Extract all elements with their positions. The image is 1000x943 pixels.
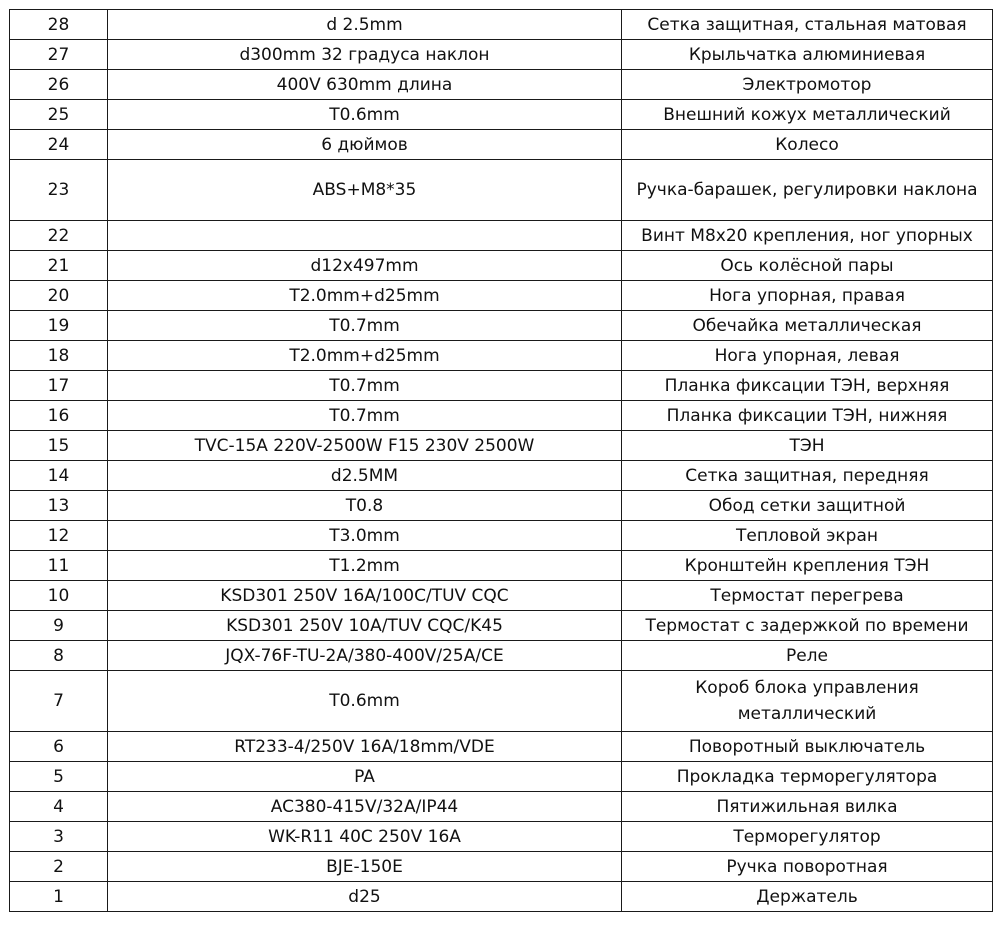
part-spec-cell: 6 дюймов	[108, 130, 622, 160]
table-row	[10, 371, 993, 401]
table-row	[10, 762, 993, 792]
part-number-cell: 12	[10, 521, 108, 551]
table-row	[10, 431, 993, 461]
table-row	[10, 221, 993, 251]
table-row	[10, 461, 993, 491]
table-row	[10, 641, 993, 671]
part-number-cell: 6	[10, 732, 108, 762]
part-description-cell: Нога упорная, левая	[622, 341, 993, 371]
part-number-cell: 18	[10, 341, 108, 371]
table-row	[10, 792, 993, 822]
table-row	[10, 40, 993, 70]
part-spec-cell: TVC-15A 220V-2500W F15 230V 2500W	[108, 431, 622, 461]
part-number-cell: 7	[10, 671, 108, 732]
part-spec-cell: KSD301 250V 16A/100C/TUV CQC	[108, 581, 622, 611]
part-description-cell: Планка фиксации ТЭН, нижняя	[622, 401, 993, 431]
part-description-cell: Терморегулятор	[622, 822, 993, 852]
part-number-cell: 24	[10, 130, 108, 160]
part-number-cell: 4	[10, 792, 108, 822]
part-number-cell: 14	[10, 461, 108, 491]
part-description-cell: Кронштейн крепления ТЭН	[622, 551, 993, 581]
part-spec-cell: T0.6mm	[108, 100, 622, 130]
part-number-cell: 10	[10, 581, 108, 611]
part-number-cell: 23	[10, 160, 108, 221]
part-spec-cell: d2.5MM	[108, 461, 622, 491]
part-spec-cell: ABS+M8*35	[108, 160, 622, 221]
part-number-cell: 22	[10, 221, 108, 251]
part-description-cell: Термостат с задержкой по времени	[622, 611, 993, 641]
part-number-cell: 8	[10, 641, 108, 671]
part-spec-cell: JQX-76F-TU-2A/380-400V/25A/CE	[108, 641, 622, 671]
part-description-cell: Тепловой экран	[622, 521, 993, 551]
part-number-cell: 26	[10, 70, 108, 100]
part-spec-cell: BJE-150E	[108, 852, 622, 882]
part-description-cell: Крыльчатка алюминиевая	[622, 40, 993, 70]
table-row	[10, 732, 993, 762]
part-description-cell: Ручка поворотная	[622, 852, 993, 882]
part-spec-cell: WK-R11 40C 250V 16A	[108, 822, 622, 852]
part-spec-cell: T2.0mm+d25mm	[108, 281, 622, 311]
part-description-cell: Сетка защитная, стальная матовая	[622, 10, 993, 40]
part-spec-cell: T0.7mm	[108, 311, 622, 341]
part-spec-cell: d25	[108, 882, 622, 912]
part-description-cell: Обечайка металлическая	[622, 311, 993, 341]
part-number-cell: 16	[10, 401, 108, 431]
table-row	[10, 671, 993, 732]
part-number-cell: 17	[10, 371, 108, 401]
part-description-cell: Короб блока управления металлический	[622, 671, 993, 732]
part-description-cell: Прокладка терморегулятора	[622, 762, 993, 792]
part-description-cell: Нога упорная, правая	[622, 281, 993, 311]
part-number-cell: 21	[10, 251, 108, 281]
part-number-cell: 2	[10, 852, 108, 882]
part-spec-cell: T0.7mm	[108, 401, 622, 431]
part-number-cell: 9	[10, 611, 108, 641]
part-number-cell: 25	[10, 100, 108, 130]
part-number-cell: 28	[10, 10, 108, 40]
part-description-cell: Внешний кожух металлический	[622, 100, 993, 130]
part-spec-cell: T2.0mm+d25mm	[108, 341, 622, 371]
part-spec-cell	[108, 221, 622, 251]
part-description-cell: Сетка защитная, передняя	[622, 461, 993, 491]
table-row	[10, 551, 993, 581]
table-row	[10, 882, 993, 912]
table-row	[10, 70, 993, 100]
table-row	[10, 822, 993, 852]
part-number-cell: 15	[10, 431, 108, 461]
part-description-cell: Реле	[622, 641, 993, 671]
part-description-cell: Ось колёсной пары	[622, 251, 993, 281]
part-spec-cell: T1.2mm	[108, 551, 622, 581]
part-spec-cell: KSD301 250V 10A/TUV CQC/K45	[108, 611, 622, 641]
part-description-cell: ТЭН	[622, 431, 993, 461]
parts-table	[9, 9, 993, 912]
part-spec-cell: PA	[108, 762, 622, 792]
part-number-cell: 3	[10, 822, 108, 852]
table-row	[10, 281, 993, 311]
part-description-cell: Электромотор	[622, 70, 993, 100]
part-description-cell: Пятижильная вилка	[622, 792, 993, 822]
table-row	[10, 341, 993, 371]
table-row	[10, 581, 993, 611]
parts-specification-sheet	[9, 9, 992, 912]
part-description-cell: Термостат перегрева	[622, 581, 993, 611]
table-row	[10, 100, 993, 130]
part-spec-cell: d 2.5mm	[108, 10, 622, 40]
part-description-cell: Колесо	[622, 130, 993, 160]
part-spec-cell: 400V 630mm длина	[108, 70, 622, 100]
part-number-cell: 27	[10, 40, 108, 70]
table-row	[10, 401, 993, 431]
part-spec-cell: AC380-415V/32A/IP44	[108, 792, 622, 822]
table-row	[10, 521, 993, 551]
part-spec-cell: RT233-4/250V 16A/18mm/VDE	[108, 732, 622, 762]
part-description-cell: Ручка-барашек, регулировки наклона	[622, 160, 993, 221]
part-spec-cell: T0.7mm	[108, 371, 622, 401]
table-row	[10, 311, 993, 341]
part-spec-cell: T0.8	[108, 491, 622, 521]
part-spec-cell: d12x497mm	[108, 251, 622, 281]
part-description-cell: Поворотный выключатель	[622, 732, 993, 762]
part-spec-cell: T3.0mm	[108, 521, 622, 551]
part-description-cell: Держатель	[622, 882, 993, 912]
table-row	[10, 491, 993, 521]
part-description-cell: Планка фиксации ТЭН, верхняя	[622, 371, 993, 401]
part-number-cell: 11	[10, 551, 108, 581]
table-row	[10, 10, 993, 40]
table-row	[10, 611, 993, 641]
part-description-cell: Обод сетки защитной	[622, 491, 993, 521]
part-number-cell: 20	[10, 281, 108, 311]
table-row	[10, 852, 993, 882]
part-number-cell: 5	[10, 762, 108, 792]
part-number-cell: 19	[10, 311, 108, 341]
part-number-cell: 13	[10, 491, 108, 521]
part-spec-cell: d300mm 32 градуса наклон	[108, 40, 622, 70]
table-row	[10, 251, 993, 281]
part-number-cell: 1	[10, 882, 108, 912]
part-description-cell: Винт M8x20 крепления, ног упорных	[622, 221, 993, 251]
table-row	[10, 130, 993, 160]
part-spec-cell: T0.6mm	[108, 671, 622, 732]
table-row	[10, 160, 993, 221]
